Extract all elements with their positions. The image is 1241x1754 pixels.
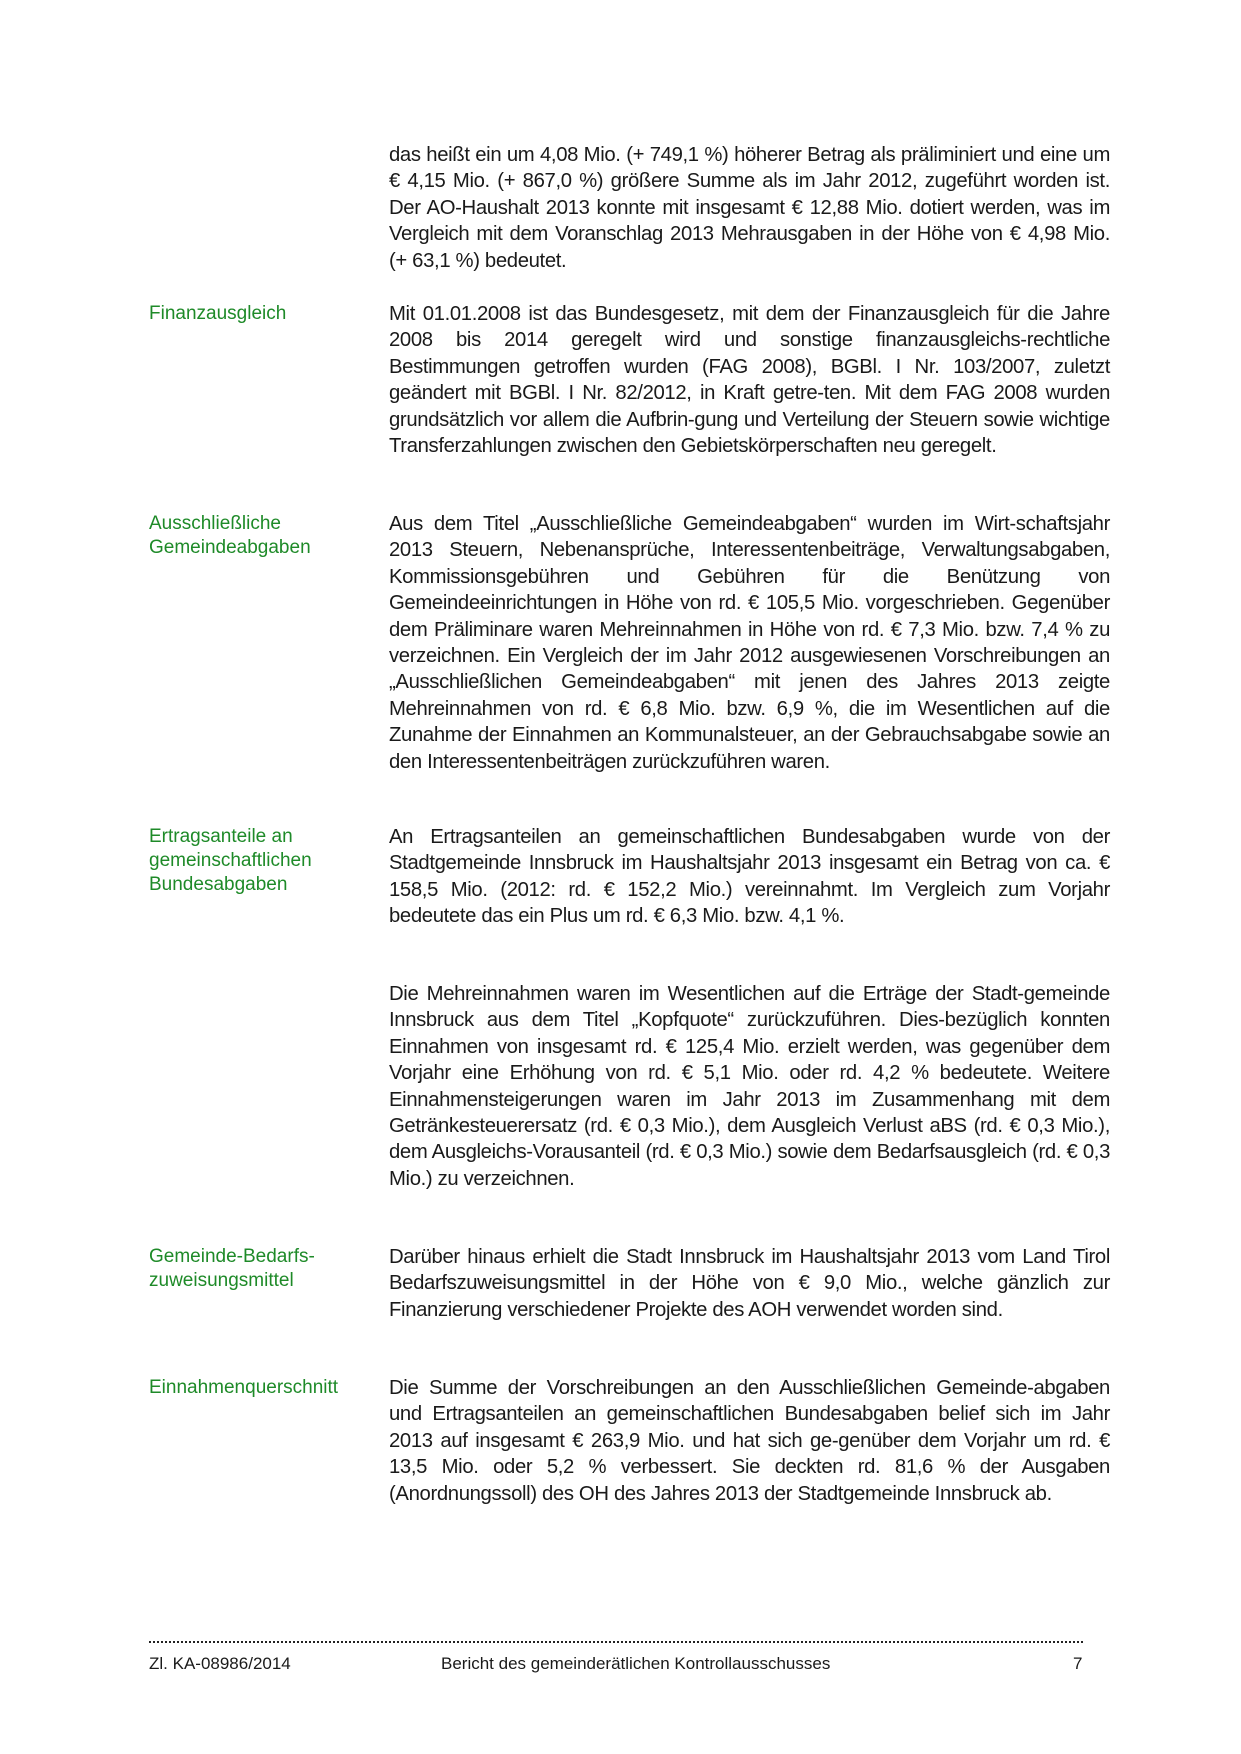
paragraph-finanzausgleich: Mit 01.01.2008 ist das Bundesgesetz, mit dem der Finanzausgleich für die Jahre 2008 bis 2014 geregelt wird und sonstige finanzausgleichs-rechtliche Bestimmungen getroffen wurden (FAG 2008), BGBl. I Nr. 103/2007, zuletzt geändert mit BGBl. I Nr. 82/2012, in Kraft getre-ten. Mit dem FAG 2008 wurden grundsätzlich vor allem die Aufbrin-gung und Verteilung der Steuern sowie wichtige Transferzahlungen zwischen den Gebietskörperschaften neu geregelt.: [389, 303, 1110, 458]
paragraph-einnahmenquerschnitt: Die Summe der Vorschreibungen an den Ausschließlichen Gemeinde-abgaben und Ertragsanteilen an gemeinschaftlichen Bundesabgaben belief sich im Jahr 2013 auf insgesamt € 263,9 Mio. und hat sich ge-genüber dem Vorjahr um rd. € 13,5 Mio. oder 5,2 % verbessert. Sie deckten rd. 81,6 % der Ausgaben (Anordnungssoll) des OH des Jahres 2013 der Stadtgemeinde Innsbruck ab.: [389, 1377, 1110, 1505]
page-number: 7: [1073, 1654, 1083, 1673]
footer-title: Bericht des gemeinderätlichen Kontrollausschusses: [441, 1654, 831, 1673]
margin-label-line: Gemeinde-Bedarfs-: [149, 1246, 315, 1267]
paragraph-bedarfszuweisung: Darüber hinaus erhielt die Stadt Innsbruck im Haushaltsjahr 2013 vom Land Tirol Bedarfszuweisungsmittel in der Höhe von € 9,0 Mio., welche gänzlich zur Finanzierung verschiedener Projekte des AOH verwendet worden sind.: [389, 1246, 1110, 1321]
paragraph-ertragsanteile: An Ertragsanteilen an gemeinschaftlichen Bundesabgaben wurde von der Stadtgemeinde Innsbruck im Haushaltsjahr 2013 insgesamt ein Betrag von ca. € 158,5 Mio. (2012: rd. € 152,2 Mio.) vereinnahmt. Im Vergleich zum Vorjahr bedeutete das ein Plus um rd. € 6,3 Mio. bzw. 4,1 %.: [389, 826, 1110, 928]
margin-label-finanzausgleich: [149, 302, 379, 326]
margin-label-line: gemeinschaftlichen: [149, 850, 312, 871]
margin-label-line: Ausschließliche: [149, 513, 281, 534]
margin-label-ertragsanteile: [149, 825, 379, 897]
margin-label-bedarfszuweisung: [149, 1245, 379, 1293]
margin-label-line: Ertragsanteile an: [149, 826, 293, 847]
margin-label-line: Gemeindeabgaben: [149, 537, 311, 558]
paragraph-ao-haushalt: das heißt ein um 4,08 Mio. (+ 749,1 %) höherer Betrag als präliminiert und eine um € 4,15 Mio. (+ 867,0 %) größere Summe als im Jahr 2012, zugeführt worden ist. Der AO-Haushalt 2013 konnte mit insgesamt € 12,88 Mio. dotiert werden, was im Vergleich mit dem Voranschlag 2013 Mehrausgaben in der Höhe von € 4,98 Mio. (+ 63,1 %) bedeutet.: [389, 144, 1110, 272]
paragraph-gemeindeabgaben: Aus dem Titel „Ausschließliche Gemeindeabgaben“ wurden im Wirt-schaftsjahr 2013 Steuern, Nebenansprüche, Interessentenbeiträge, Verwaltungsabgaben, Kommissionsgebühren und Gebühren für die Benützung von Gemeindeeinrichtungen in Höhe von rd. € 105,5 Mio. vorgeschrieben. Gegenüber dem Präliminare waren Mehreinnahmen in Höhe von rd. € 7,3 Mio. bzw. 7,4 % zu verzeichnen. Ein Vergleich der im Jahr 2012 ausgewiesenen Vorschreibungen an „Ausschließlichen Gemeindeabgaben“ mit jenen des Jahres 2013 zeigte Mehreinnahmen von rd. € 6,8 Mio. bzw. 6,9 %, die im Wesentlichen auf die Zunahme der Einnahmen an Kommunalsteuer, an der Gebrauchsabgabe sowie an den Interessentenbeiträgen zurückzuführen waren.: [389, 513, 1110, 773]
paragraph-kopfquote: Die Mehreinnahmen waren im Wesentlichen auf die Erträge der Stadt-gemeinde Innsbruck aus dem Titel „Kopfquote“ zurückzuführen. Dies-bezüglich konnten Einnahmen von insgesamt rd. € 125,4 Mio. erzielt werden, was gegenüber dem Vorjahr eine Erhöhung von rd. € 5,1 Mio. oder rd. 4,2 % bedeutete. Weitere Einnahmensteigerungen waren im Jahr 2013 im Zusammenhang mit dem Getränkesteuerersatz (rd. € 0,3 Mio.), dem Ausgleich Verlust aBS (rd. € 0,3 Mio.), dem Ausgleichs-Vorausanteil (rd. € 0,3 Mio.) sowie dem Bedarfsausgleich (rd. € 0,3 Mio.) zu verzeichnen.: [389, 983, 1110, 1190]
margin-label-einnahmenquerschnitt: [149, 1376, 379, 1400]
margin-label-line: Einnahmenquerschnitt: [149, 1377, 339, 1398]
margin-label-line: Finanzausgleich: [149, 303, 287, 324]
footer-reference: Zl. KA-08986/2014: [149, 1654, 291, 1673]
margin-label-line: zuweisungsmittel: [149, 1270, 294, 1291]
footer-divider: [149, 1641, 1083, 1643]
margin-label-line: Bundesabgaben: [149, 874, 288, 895]
margin-label-gemeindeabgaben: [149, 512, 379, 560]
